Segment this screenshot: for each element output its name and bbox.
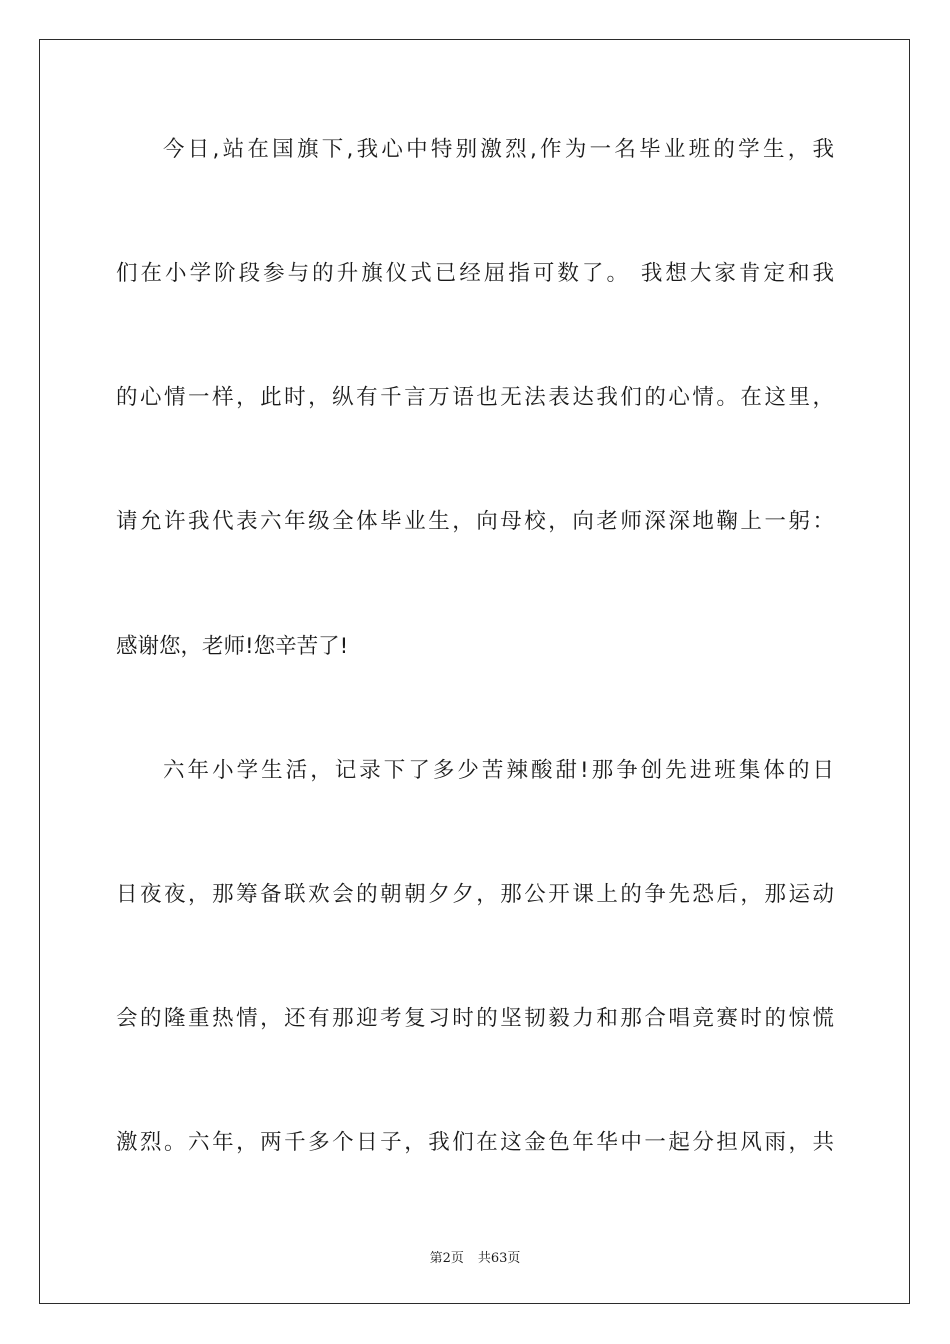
paragraph-line: 六年小学生活，记录下了多少苦辣酸甜!那争创先进班集体的日 [163, 758, 834, 783]
paragraph-line: 日夜夜，那筹备联欢会的朝朝夕夕，那公开课上的争先恐后，那运动 [116, 882, 834, 907]
page-number: 第2页 [429, 1251, 464, 1266]
paragraph-line: 今日,站在国旗下,我心中特别激烈,作为一名毕业班的学生，我 [163, 137, 834, 162]
paragraph-line: 感谢您，老师!您辛苦了! [116, 634, 349, 659]
paragraph-line: 们在小学阶段参与的升旗仪式已经屈指可数了。 我想大家肯定和我 [116, 261, 834, 286]
paragraph-line: 会的隆重热情，还有那迎考复习时的坚韧毅力和那合唱竞赛时的惊慌 [116, 1006, 834, 1031]
paragraph-line: 请允许我代表六年级全体毕业生，向母校，向老师深深地鞠上一躬： [116, 509, 834, 534]
page-total: 共63页 [477, 1251, 521, 1266]
paragraph-line: 的心情一样，此时，纵有千言万语也无法表达我们的心情。在这里， [116, 385, 834, 410]
page-footer [0, 1247, 950, 1266]
paragraph-line: 激烈。六年，两千多个日子，我们在这金色年华中一起分担风雨，共 [116, 1130, 834, 1155]
page-border [39, 39, 910, 1304]
